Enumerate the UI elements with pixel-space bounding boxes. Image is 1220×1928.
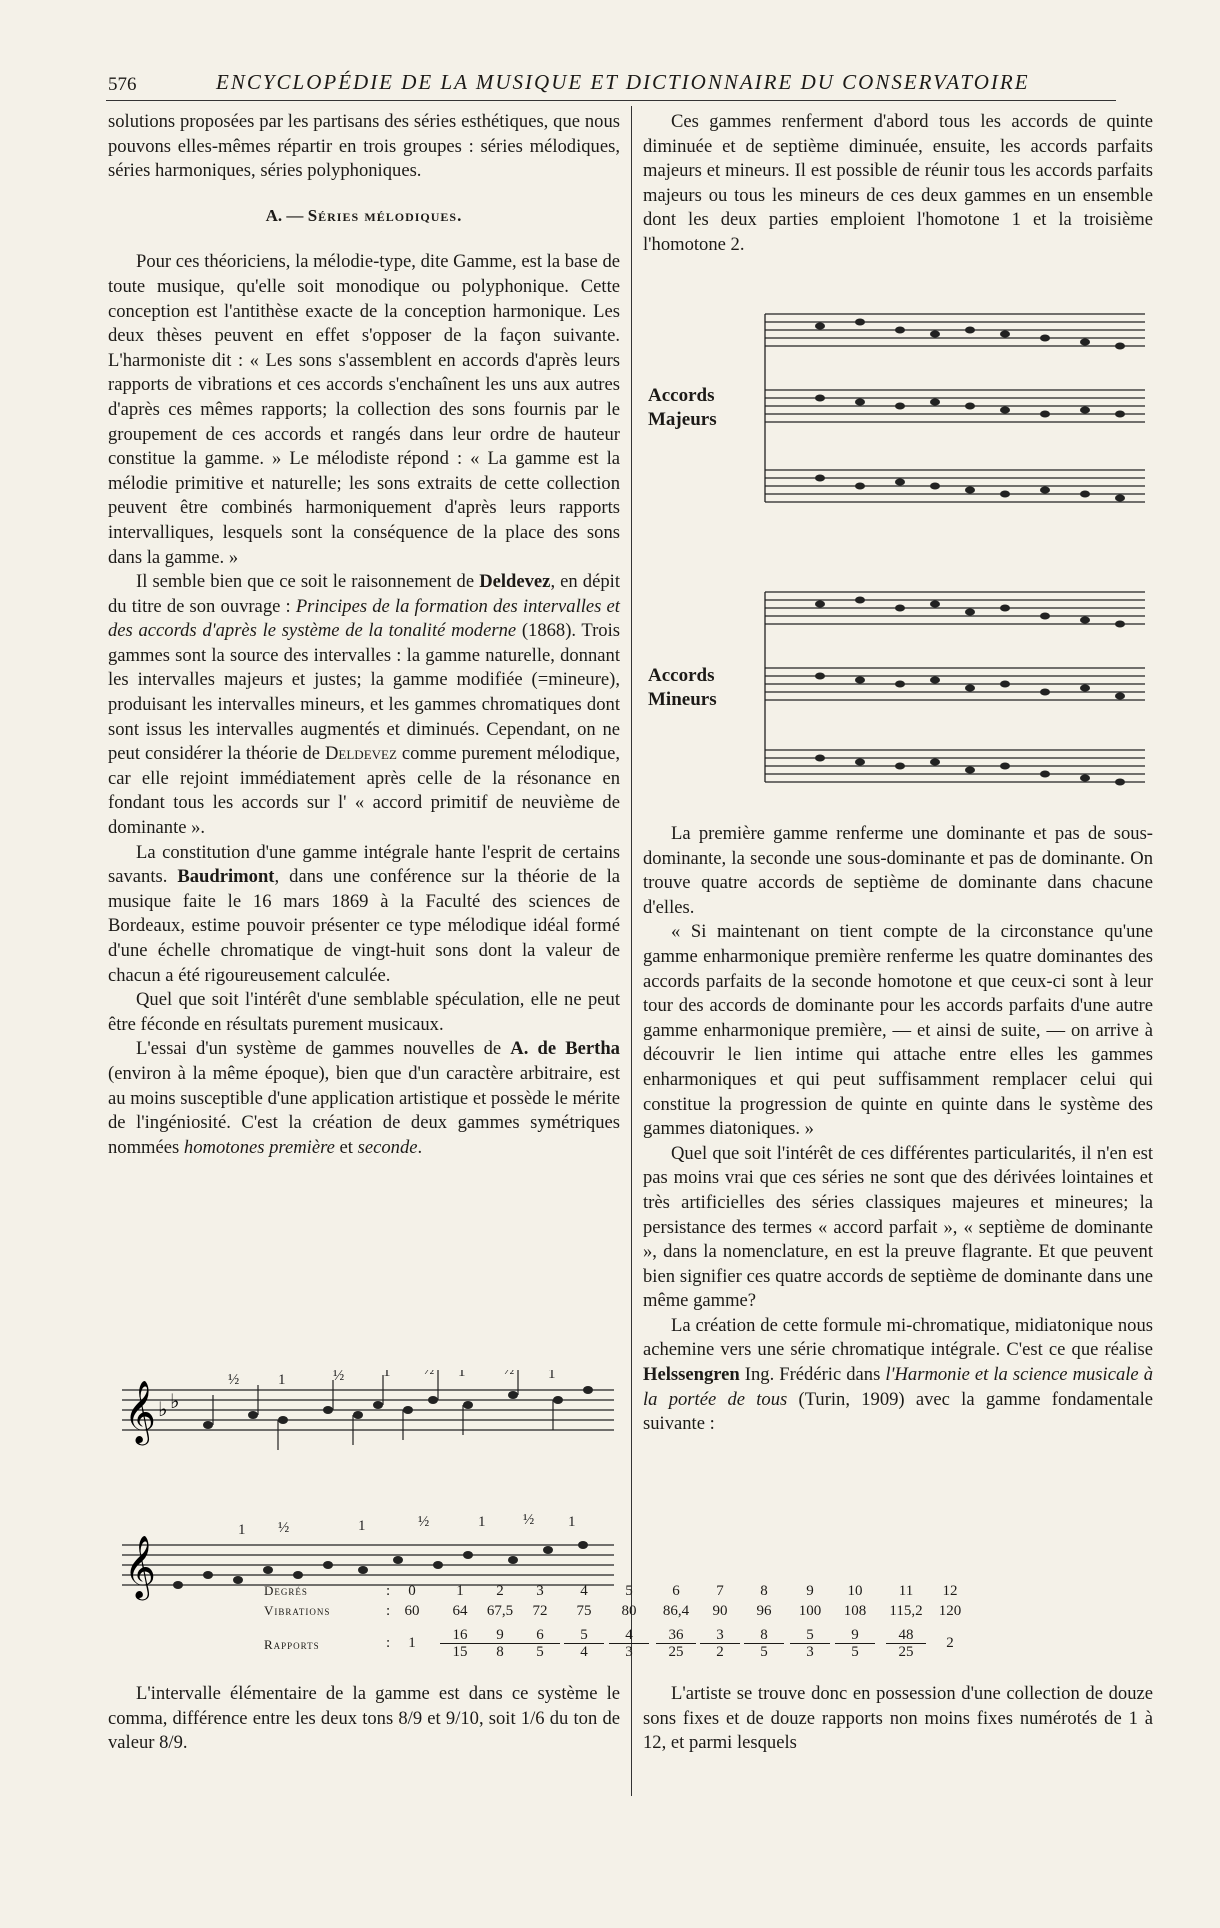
table-cell: 2 bbox=[496, 1583, 504, 1599]
left-column-bottom bbox=[108, 1682, 620, 1756]
right-column-continued bbox=[643, 822, 1153, 1437]
table-cell: 7 bbox=[716, 1583, 724, 1599]
term: homotones première bbox=[183, 1136, 335, 1158]
row-label: Vibrations bbox=[264, 1603, 331, 1618]
text-run: Ing. Frédéric dans bbox=[744, 1364, 881, 1386]
ratio-fraction: $\frac{3}{2}$ bbox=[700, 1627, 740, 1660]
ratio-fraction: $\frac{6}{5}$ bbox=[520, 1627, 560, 1660]
ratio-fraction: $\frac{8}{5}$ bbox=[744, 1627, 784, 1660]
ratio-fraction: $\frac{36}{25}$ bbox=[656, 1627, 696, 1660]
text-run: La constitution d'une gamme intégrale hante l'esprit de certains savants. bbox=[108, 841, 620, 888]
paragraph: L'artiste se trouve donc en possession d'une collection de douze sons fixes et de douze rapports non moins fixes numérotés de 1 à 12, et parmi lesquels bbox=[643, 1683, 1153, 1754]
table-cell: 3 bbox=[536, 1583, 544, 1599]
chord-staves bbox=[760, 298, 1152, 798]
colon: : bbox=[386, 1583, 391, 1599]
paragraph: La première gamme renferme une dominante et pas de sous-dominante, la seconde une sous-dominante et pas de dominante. On trouve quatre accords de septième de dominante dans chacune d'elles. bbox=[643, 823, 1153, 918]
table-cell: 9 bbox=[806, 1583, 814, 1599]
interval-label: 1 bbox=[358, 1518, 366, 1534]
table-cell: 86,4 bbox=[662, 1603, 690, 1619]
table-cell: 108 bbox=[843, 1603, 867, 1619]
author-name: Helssengren bbox=[643, 1364, 740, 1386]
paragraph: Ces gammes renferment d'abord tous les accords de quinte diminuée et de septième diminuée, ensuite, les accords parfaits majeurs et mineurs. Il est possible de réunir tous les accords parfaits majeurs ou tous les mineurs de ces deux gammes en un ensemble dont les deux parties emploient l'homotone 1 et la troisième l'homotone 2. bbox=[643, 111, 1153, 255]
interval-label: 1 bbox=[478, 1514, 486, 1530]
table-cell: 1 bbox=[408, 1635, 416, 1651]
text-run: . bbox=[417, 1136, 423, 1158]
row-label: Rapports bbox=[264, 1637, 320, 1652]
interval-label: 1 bbox=[548, 1370, 556, 1382]
paragraph bbox=[108, 570, 620, 841]
work-title: l'Harmonie et la science musicale à la portée de tous bbox=[643, 1364, 1153, 1410]
chord-noteheads bbox=[815, 319, 1125, 786]
table-cell: 60 bbox=[404, 1603, 420, 1619]
interval-marks-bottom bbox=[238, 1512, 576, 1538]
paragraph: solutions proposées par les partisans des séries esthétiques, que nous pouvons elles-mêmes répartir en trois groupes : séries mélodiques, séries harmoniques, séries polyphoniques. bbox=[108, 111, 620, 182]
paragraph: L'intervalle élémentaire de la gamme est dans ce système le comma, différence entre les deux tons 8/9 et 9/10, soit 1/6 du ton de valeur 8/9. bbox=[108, 1683, 620, 1754]
paragraph: « Si maintenant on tient compte de la circonstance qu'une gamme enharmonique première renferme les quatre dominantes des accords parfaits de la seconde homotone et que ceux-ci sont à leur tour des accords de dominante pour les accords parfaits d'une autre gamme enharmonique première, — et ainsi de suite, — on arrive à découvrir le lien intime qui attache entre elles les gammes enharmoniques et qui peut suffisamment remplacer celui qui constitue la progression de quinte en quinte dans le système des gammes diatoniques. » bbox=[643, 921, 1153, 1140]
author-name: A. de Bertha bbox=[510, 1038, 620, 1060]
staff-2 bbox=[122, 1545, 614, 1585]
interval-label: ½ bbox=[228, 1372, 240, 1388]
interval-label: ½ bbox=[333, 1370, 345, 1384]
table-cell: 67,5 bbox=[486, 1603, 514, 1619]
label-line: Accords bbox=[648, 385, 715, 406]
paragraph: Quel que soit l'intérêt d'une semblable spéculation, elle ne peut être féconde en résultats purement musicaux. bbox=[108, 989, 620, 1035]
interval-label: ½ bbox=[278, 1520, 290, 1536]
row-label: Degrés bbox=[264, 1583, 308, 1598]
table-cell: 96 bbox=[756, 1603, 772, 1619]
table-cell: 2 bbox=[946, 1635, 954, 1651]
text-run: L'essai d'un système de gammes nouvelles de bbox=[136, 1038, 502, 1060]
author-name: Baudrimont bbox=[177, 866, 275, 888]
text-run: , en dépit du titre de son ouvrage : bbox=[108, 571, 620, 617]
interval-label: 1 bbox=[278, 1372, 286, 1388]
paragraph bbox=[643, 1314, 1153, 1437]
table-cell: 11 bbox=[898, 1583, 914, 1599]
text-run: comme purement mélodique, car elle rejoint immédiatement après celle de la résonance en fondant tous les accords sur l' « accord primitif de neuvième de dominante ». bbox=[108, 743, 620, 839]
flat-icon: ♭ bbox=[170, 1391, 180, 1413]
author-name: Deldevez bbox=[325, 743, 397, 765]
paragraph: Pour ces théoriciens, la mélodie-type, dite Gamme, est la base de toute musique, qu'elle soit monodique ou polyphonique. Cette conception est l'antithèse exacte de la conception harmonique. Les deux thèses peuvent en effet s'opposer de la façon suivante. L'harmoniste dit : « Les sons s'assemblent en accords d'après leurs rapports de vibrations et ces accords s'enchaînent les uns aux autres d'après ces mêmes rapports; la collection des sons fournis par le groupement de ces accords et rangés dans leur ordre de hauteur constitue la gamme. » Le mélodiste répond : « La gamme est la mélodie primitive et naturelle; les sons extraits de cette collection peuvent être combinés harmoniquement d'après leurs rapports intervalliques, lesquels sont la conséquence de la place des sons dans la gamme. » bbox=[108, 251, 620, 568]
section-title: Séries mélodiques. bbox=[307, 205, 463, 225]
paragraph bbox=[108, 841, 620, 989]
ratio-fraction: $\frac{5}{3}$ bbox=[790, 1627, 830, 1660]
label-line: Accords bbox=[648, 665, 715, 686]
text-run: (Turin, 1909) avec la gamme fondamentale suivante : bbox=[643, 1388, 1153, 1435]
text-run: (environ à la même époque), bien que d'un caractère arbitraire, est au moins susceptible d'une application artistique et possède le mérite de l'ingéniosité. C'est la création de deux gammes symétriques nommées bbox=[108, 1062, 620, 1158]
table-cell: 115,2 bbox=[889, 1603, 923, 1619]
label-accords-mineurs bbox=[648, 664, 717, 712]
running-title: ENCYCLOPÉDIE DE LA MUSIQUE ET DICTIONNAIRE DU CONSERVATOIRE bbox=[216, 70, 1030, 94]
term: seconde bbox=[357, 1136, 418, 1158]
treble-clef-icon: 𝄞 bbox=[124, 1535, 156, 1598]
ratio-fraction: $\frac{4}{3}$ bbox=[609, 1627, 649, 1660]
text-run: , dans une conférence sur la théorie de la musique faite le 16 mars 1869 à la Faculté des sciences de Bordeaux, estime pouvoir présenter ce type mélodique idéal formé d'une échelle chromatique de vingt-huit sons dont la valeur de chacun a été rigoureusement calculée. bbox=[108, 866, 620, 986]
table-cell: 100 bbox=[798, 1603, 822, 1619]
ratio-fraction: $\frac{5}{4}$ bbox=[564, 1627, 604, 1660]
table-cell: 80 bbox=[621, 1603, 637, 1619]
notes-staff-1 bbox=[203, 1386, 593, 1429]
colon: : bbox=[386, 1635, 391, 1651]
table-cell: 120 bbox=[938, 1603, 962, 1619]
label-line: Mineurs bbox=[648, 689, 717, 710]
table-cell: 12 bbox=[942, 1583, 958, 1599]
colon: : bbox=[386, 1603, 391, 1619]
table-cell: 5 bbox=[625, 1583, 633, 1599]
ratio-fraction: $\frac{16}{15}$ bbox=[440, 1627, 480, 1660]
interval-label: 1 bbox=[568, 1514, 576, 1530]
interval-label: 1 bbox=[458, 1370, 466, 1380]
interval-label: ½ bbox=[418, 1514, 430, 1530]
author-name: Deldevez bbox=[479, 571, 551, 593]
ratio-fraction: $\frac{9}{5}$ bbox=[835, 1627, 875, 1660]
ratio-fraction: $\frac{48}{25}$ bbox=[886, 1627, 926, 1660]
text-run: et bbox=[339, 1136, 353, 1158]
ratio-fraction: $\frac{9}{8}$ bbox=[480, 1627, 520, 1660]
interval-label: 1 bbox=[383, 1370, 391, 1380]
interval-marks-top bbox=[228, 1370, 556, 1388]
work-title: Principes de la formation des intervalles et des accords d'après le système de la tonalité moderne bbox=[108, 595, 620, 642]
paragraph bbox=[108, 1037, 620, 1160]
right-column-bottom bbox=[643, 1682, 1153, 1756]
section-letter: A. — bbox=[265, 205, 304, 225]
interval-label: ½ bbox=[523, 1512, 535, 1528]
table-cell: 8 bbox=[760, 1583, 768, 1599]
header-rule bbox=[106, 100, 1116, 101]
table-cell: 1 bbox=[456, 1583, 464, 1599]
text-run: Il semble bien que ce soit le raisonnement de bbox=[136, 571, 475, 593]
interval-label: 1 bbox=[238, 1522, 246, 1538]
table-cell: 10 bbox=[847, 1583, 863, 1599]
chord-staves-figure bbox=[760, 298, 1152, 798]
section-heading bbox=[108, 204, 620, 229]
staff-1 bbox=[122, 1390, 614, 1430]
label-accords-majeurs bbox=[648, 384, 717, 432]
table-cell: 64 bbox=[452, 1603, 468, 1619]
label-line: Majeurs bbox=[648, 409, 717, 430]
table-cell: 0 bbox=[408, 1583, 416, 1599]
treble-clef-icon: 𝄞 bbox=[124, 1380, 156, 1443]
text-run: La création de cette formule mi-chromatique, midiatonique nous achemine vers une série chromatique intégrale. C'est ce que réalise bbox=[643, 1314, 1153, 1361]
table-cell: 90 bbox=[712, 1603, 728, 1619]
table-cell: 75 bbox=[576, 1603, 592, 1619]
interval-label: ½ bbox=[503, 1370, 515, 1378]
page-number: 576 bbox=[108, 74, 137, 95]
left-column bbox=[108, 110, 620, 1160]
text-run: (1868). Trois gammes sont la source des intervalles : la gamme naturelle, donnant les intervalles majeurs et justes; la gamme modifiée (=mineure), produisant les intervalles mineurs, et les gammes chromatiques dont sont issus les intervalles augmentés et diminués. Cependant, on ne peut considérer la théorie de bbox=[108, 620, 620, 765]
music-example-homotones bbox=[118, 1370, 618, 1670]
music-staff-figure bbox=[118, 1370, 618, 1670]
flat-icon: ♭ bbox=[158, 1399, 168, 1421]
interval-label: ½ bbox=[423, 1370, 435, 1378]
column-rule bbox=[631, 106, 632, 1796]
right-column bbox=[643, 110, 1153, 258]
paragraph: Quel que soit l'intérêt de ces différentes particularités, il n'en est pas moins vrai que ces séries ne sont que des dérivées lointaines et très artificielles des séries classiques majeures et mineures; la persistance des termes « accord parfait », « septième de dominante », dans la nomenclature, en est la preuve flagrante. Et que peuvent bien signifier ces quatre accords de septième de dominante dans une même gamme? bbox=[643, 1142, 1153, 1312]
table-cell: 4 bbox=[580, 1583, 588, 1599]
table-cell: 6 bbox=[672, 1583, 680, 1599]
table-cell: 72 bbox=[532, 1603, 548, 1619]
